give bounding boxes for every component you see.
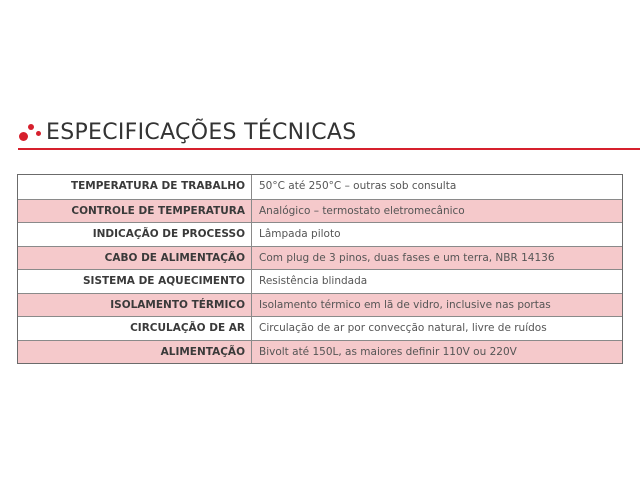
spec-label: ISOLAMENTO TÉRMICO	[18, 294, 252, 317]
table-row	[18, 246, 622, 270]
specifications-table	[17, 174, 623, 364]
three-dots-bullet-icon	[18, 119, 44, 145]
spec-value: Analógico – termostato eletromecânico	[259, 204, 465, 217]
section-header	[18, 117, 357, 147]
spec-value: Isolamento térmico em lã de vidro, inclusive nas portas	[259, 298, 551, 311]
table-row	[18, 269, 622, 293]
table-row	[18, 340, 622, 364]
section-title: ESPECIFICAÇÕES TÉCNICAS	[46, 119, 357, 145]
spec-value: Circulação de ar por convecção natural, livre de ruídos	[259, 322, 547, 334]
spec-value: 50°C até 250°C – outras sob consulta	[259, 180, 457, 192]
table-row	[18, 316, 622, 340]
bullet-dot-small	[36, 131, 41, 136]
table-row	[18, 175, 622, 199]
spec-label: INDICAÇÃO DE PROCESSO	[18, 223, 252, 246]
spec-label: ALIMENTAÇÃO	[18, 341, 252, 364]
table-row	[18, 222, 622, 246]
spec-value: Bivolt até 150L, as maiores definir 110V ou 220V	[259, 345, 517, 358]
table-row	[18, 199, 622, 223]
table-row	[18, 293, 622, 317]
spec-value: Resistência blindada	[259, 275, 368, 287]
spec-label: CABO DE ALIMENTAÇÃO	[18, 247, 252, 270]
header-underline	[18, 148, 640, 150]
bullet-dot-medium	[28, 124, 34, 130]
spec-label: CIRCULAÇÃO DE AR	[18, 317, 252, 340]
spec-value: Com plug de 3 pinos, duas fases e um terra, NBR 14136	[259, 251, 555, 264]
spec-label: TEMPERATURA DE TRABALHO	[18, 175, 252, 199]
bullet-dot-large	[19, 132, 28, 141]
spec-label: SISTEMA DE AQUECIMENTO	[18, 270, 252, 293]
spec-value: Lâmpada piloto	[259, 228, 341, 240]
spec-label: CONTROLE DE TEMPERATURA	[18, 200, 252, 223]
